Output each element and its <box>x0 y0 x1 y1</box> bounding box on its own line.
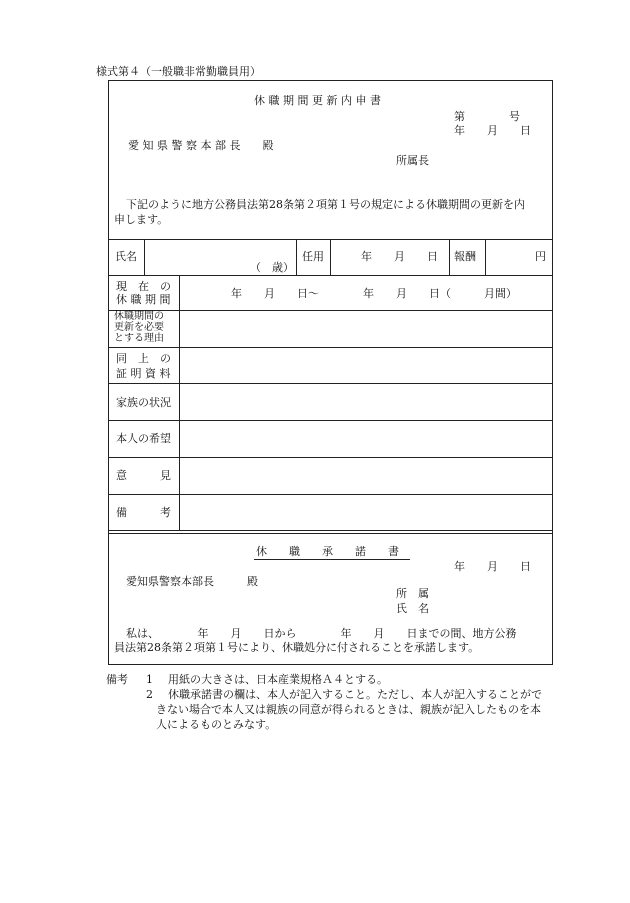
current-period-label-2: 休 職 期 間 <box>116 293 171 306</box>
salary-unit: 円 <box>535 250 546 263</box>
salary-label: 報酬 <box>454 250 476 263</box>
reason-label-2: 更新を必要 <box>114 322 164 333</box>
form-id: 様式第４（一般職非常勤職員用） <box>96 65 261 78</box>
opinion-label: 意 見 <box>116 469 171 482</box>
note1-number: 1 <box>146 673 153 686</box>
application-number: 第 号 <box>454 110 520 123</box>
reason-label-3: とする理由 <box>114 333 164 344</box>
evidence-label-2: 証 明 資 料 <box>116 367 171 380</box>
note2-line3: 人によるものとみなす。 <box>156 718 277 731</box>
wish-label: 本人の希望 <box>116 432 171 445</box>
evidence-label-1: 同 上 の <box>116 352 171 365</box>
reason-label-1: 休職期間の <box>114 311 164 322</box>
family-label: 家族の状況 <box>116 396 171 409</box>
application-addressee: 愛 知 県 警 察 本 部 長 殿 <box>128 139 274 152</box>
consent-name: 氏 名 <box>396 602 429 615</box>
consent-addressee: 愛知県警察本部長 殿 <box>126 575 258 588</box>
current-period-value: 年 月 日～ 年 月 日（ 月間） <box>231 287 517 300</box>
consent-title: 休 職 承 諾 書 <box>256 545 399 558</box>
note2-number: 2 <box>146 688 153 701</box>
application-date: 年 月 日 <box>454 124 531 137</box>
note1-text: 用紙の大きさは、日本産業規格Ａ４とする。 <box>168 673 388 686</box>
application-title: 休 職 期 間 更 新 内 申 書 <box>254 94 381 107</box>
notes-heading: 備考 <box>106 673 128 686</box>
appointment-date: 年 月 日 <box>361 250 438 263</box>
consent-body-line2: 員法第28条第２項第１号により、休職処分に付されることを承諾します。 <box>114 641 480 654</box>
name-label: 氏名 <box>115 250 137 263</box>
note2-line2: きない場合で本人又は親族の同意が得られるときは、親族が記入したものを本 <box>156 703 541 716</box>
current-period-label-1: 現 在 の <box>116 280 171 293</box>
appointment-label: 任用 <box>302 250 324 263</box>
consent-body-line1: 私は、 年 月 日から 年 月 日までの間、地方公務 <box>126 627 517 640</box>
application-body-line1: 下記のように地方公務員法第28条第２項第１号の規定による休職期間の更新を内 <box>126 198 525 211</box>
note2-line1: 休職承諾書の欄は、本人が記入すること。ただし、本人が記入することがで <box>168 688 542 701</box>
remarks-label: 備 考 <box>116 506 171 519</box>
application-from: 所属長 <box>396 154 429 167</box>
consent-date: 年 月 日 <box>454 560 531 573</box>
application-body-line2: 申します。 <box>114 213 169 226</box>
consent-affiliation: 所 属 <box>396 587 429 600</box>
age-label: （ 歳） <box>250 261 294 274</box>
